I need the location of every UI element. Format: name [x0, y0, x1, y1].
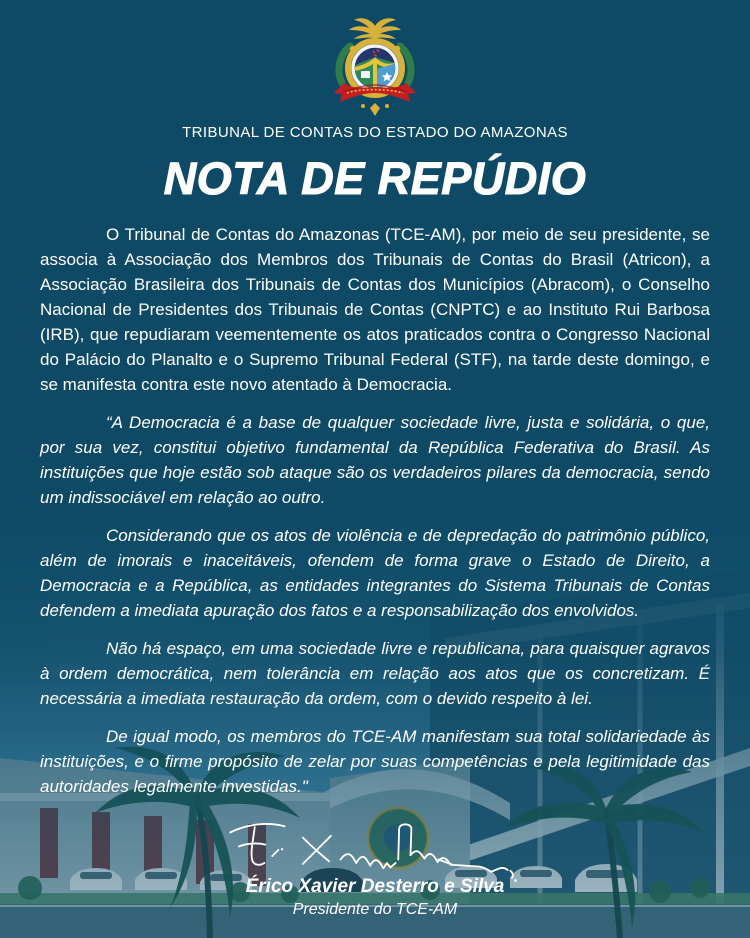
organization-name: TRIBUNAL DE CONTAS DO ESTADO DO AMAZONAS [182, 124, 568, 141]
paragraph: “A Democracia é a base de qualquer sociedade livre, justa e solidária, o que, por sua vez, constitui objetivo fundamental da República Federativa do Brasil. As instituições que hoje estão sob ataque são os verdadeiros pilares da democracia, sendo um indissociável em relação ao outro. [40, 412, 710, 507]
paragraph: De igual modo, os membros do TCE-AM manifestam sua total solidariedade às instituições, e o firme propósito de zelar por suas competências e pela legitimidade das autoridades legalmente investidas." [40, 726, 710, 796]
tce-am-coat-of-arms-icon [324, 13, 426, 117]
page-title: NOTA DE REPÚDIO [163, 153, 587, 204]
signature-block [198, 814, 553, 919]
paragraph: Considerando que os atos de violência e de depredação do patrimônio público, além de imorais e inaceitáveis, ofendem de forma grave o Estado de Direito, a Democracia e a República, as entidades integrantes do Sistema Tribunais de Contas defendem a imediata apuração dos fatos e a responsabilização dos envolvidos. [40, 525, 710, 620]
paragraph: O Tribunal de Contas do Amazonas (TCE-AM), por meio de seu presidente, se associa à Associação dos Membros dos Tribunais de Contas do Brasil (Atricon), a Associação Brasileira dos Tribunais de Contas dos Municípios (Abracom), o Conselho Nacional de Presidentes dos Tribunais de Contas (CNPTC) e ao Instituto Rui Barbosa (IRB), que repudiaram veementemente os atos praticados contra o Congresso Nacional do Palácio do Planalto e o Supremo Tribunal Federal (STF), na tarde deste domingo, e se manifesta contra este novo atentado à Democracia. [40, 224, 710, 394]
signatory-name: Érico Xavier Desterro e Silva [245, 875, 505, 897]
signatory-role: Presidente do TCE-AM [292, 900, 458, 918]
note-body [40, 222, 710, 812]
handwritten-signature-icon [198, 814, 553, 884]
paragraph: Não há espaço, em uma sociedade livre e republicana, para quaisquer agravos à ordem democrática, nem tolerância em relação aos atos que os concretizam. É necessária a imediata restauração da ordem, com o devido respeito à lei. [40, 638, 710, 708]
